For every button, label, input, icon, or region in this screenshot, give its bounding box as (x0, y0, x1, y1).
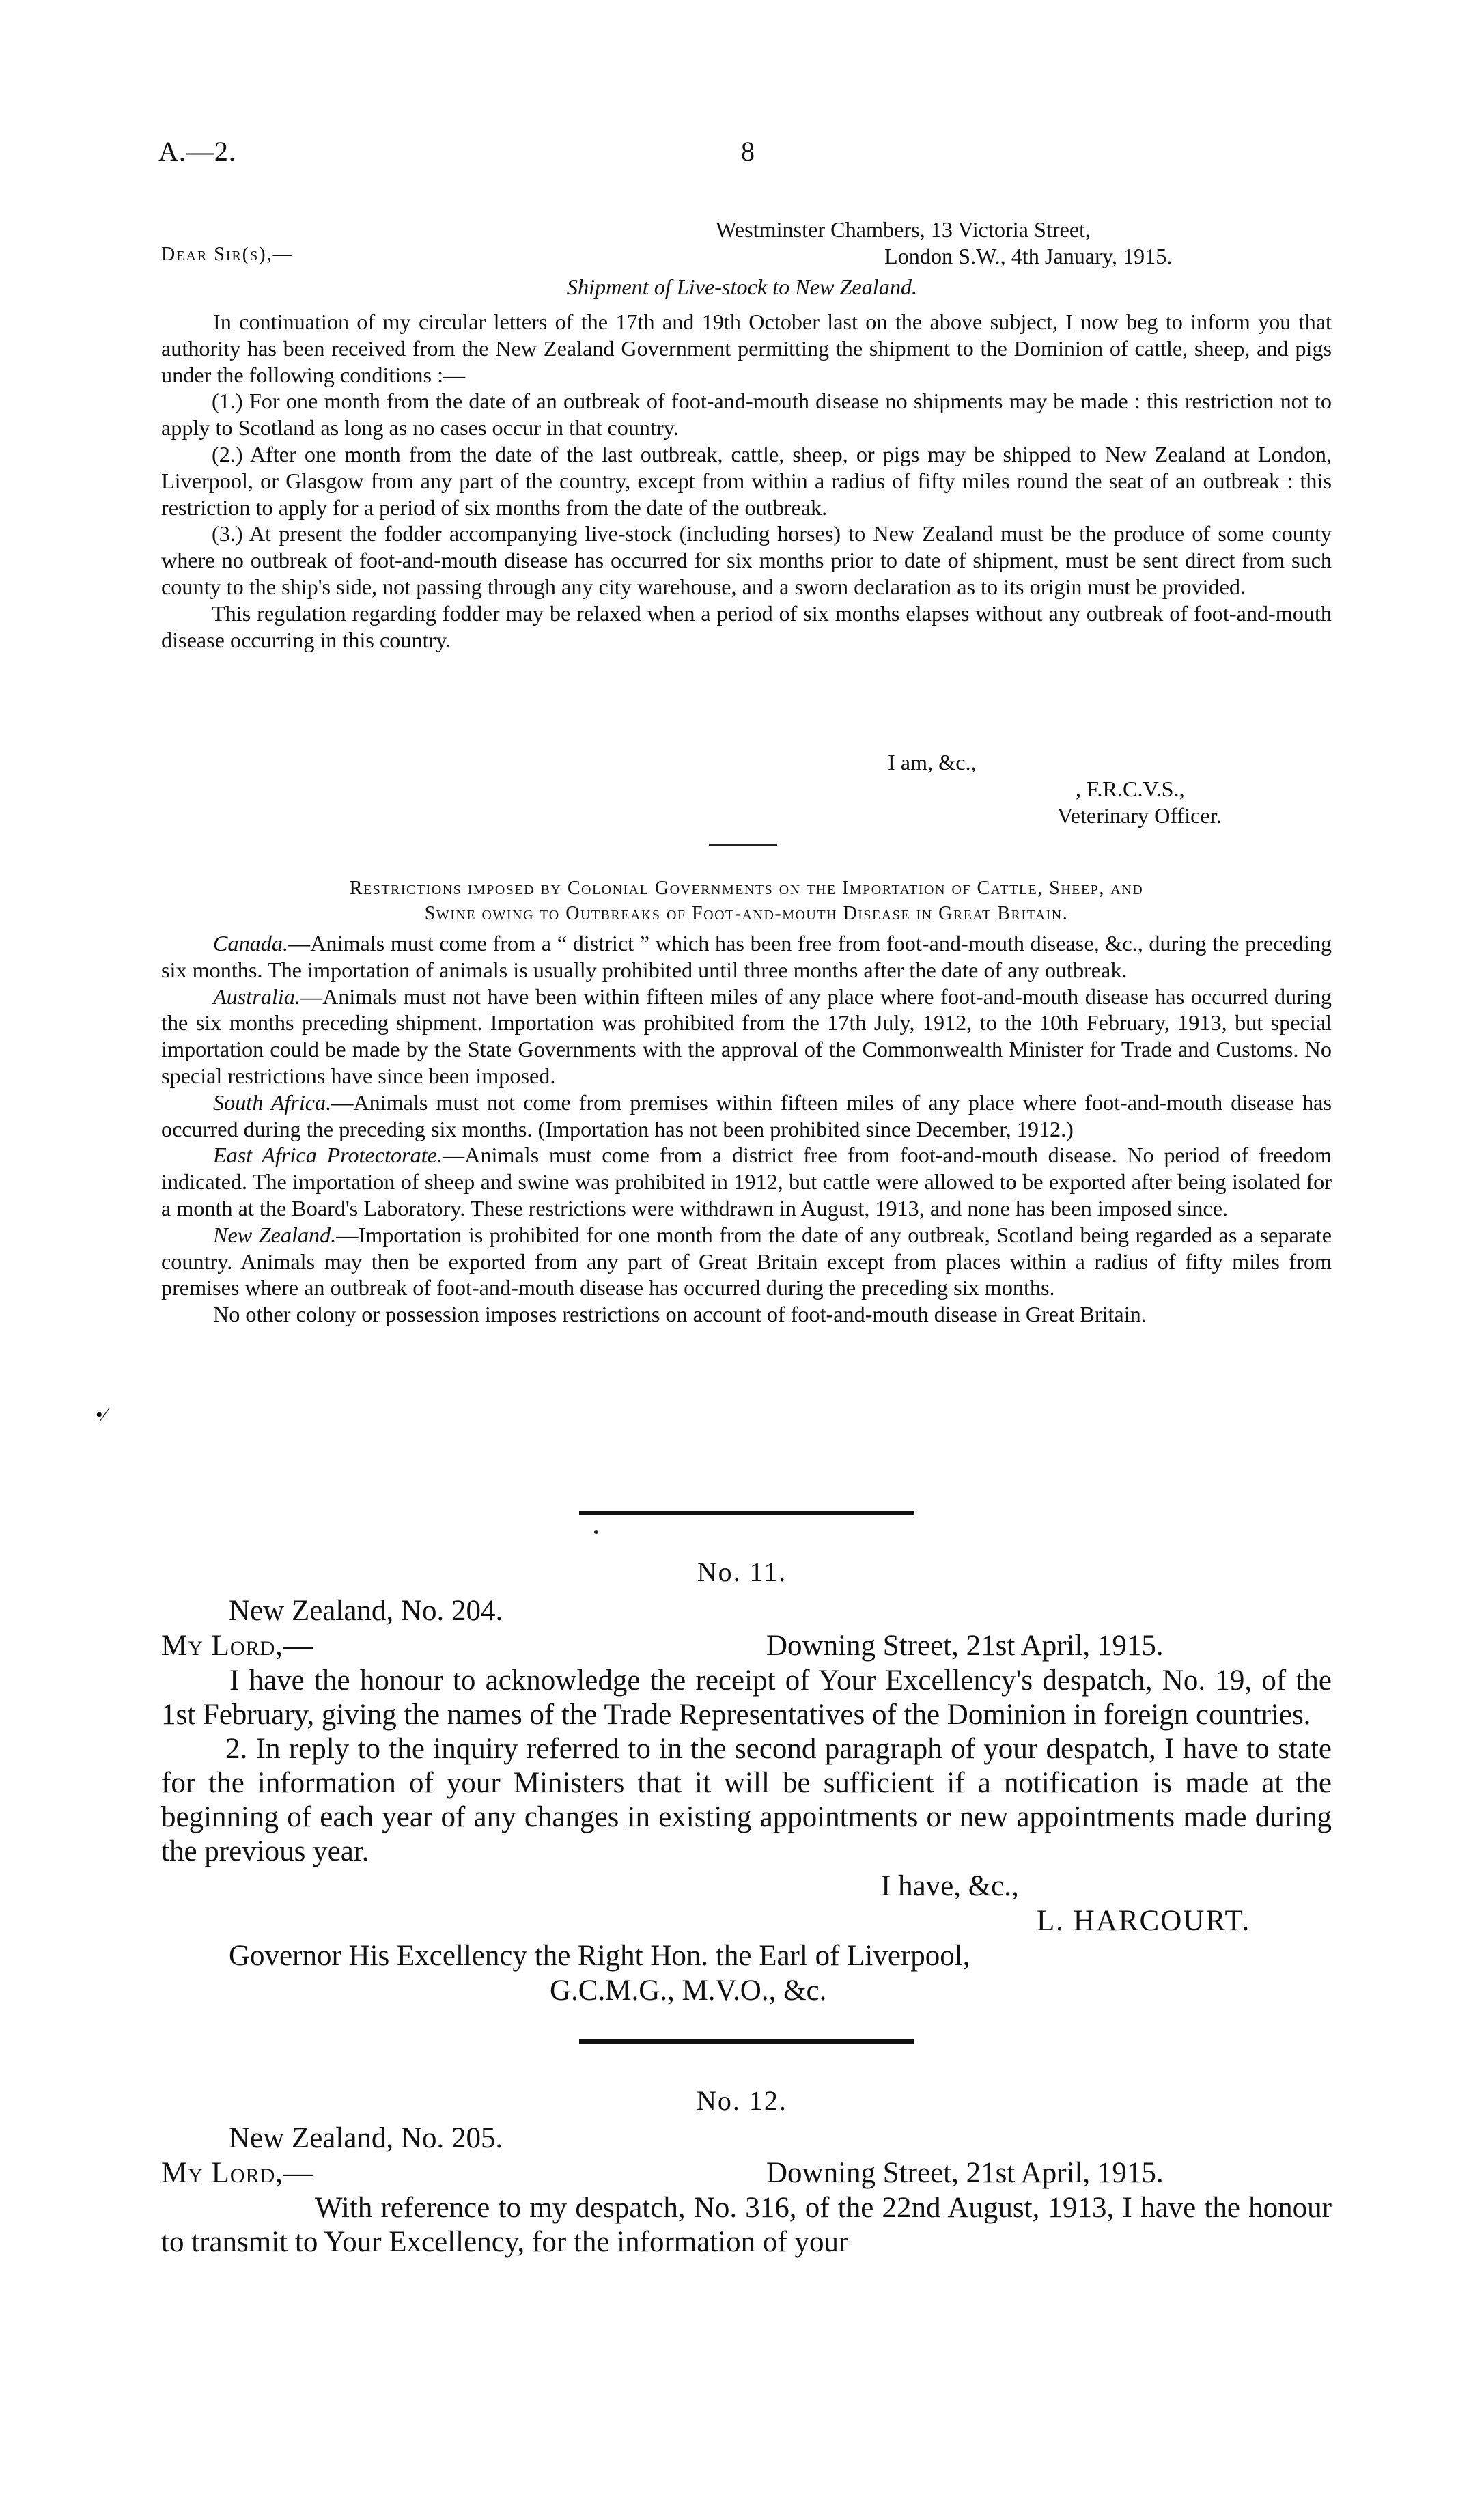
despatch-11-para2: 2. In reply to the inquiry referred to in the second paragraph of your despatch, I have to state for the information of your Ministers that it will be sufficient if a notification is made at the beginning of each year of any changes in existing appointments or new appointments made during the previous year. (161, 1733, 1332, 1867)
restriction-country: New Zealand. (213, 1222, 337, 1247)
restriction-text: —Animals must come from a “ district ” which has been free from foot-and-mouth disease, &c., during the preceding six months. The importation of animals is usually prohibited until three months after the date of any outbreak. (161, 931, 1332, 982)
margin-mark: •⁄ (96, 1404, 107, 1426)
letter-title: Shipment of Live-stock to New Zealand. (566, 275, 918, 299)
page-number: 8 (741, 136, 755, 167)
despatch-11-body (161, 1664, 1332, 1869)
letter-closing: I am, &c., (888, 750, 977, 775)
letter-condition-3: (3.) At present the fodder accompanying live-stock (including horses) to New Zealand must be the produce of some county where no outbreak of foot-and-mouth disease has occurred for six months prior to date of shipment, must be sent direct from such county to the ship's side, not passing through any city warehouse, and a sworn declaration as to its origin must be provided. (161, 521, 1332, 599)
section-divider (709, 844, 777, 846)
restriction-item (161, 1142, 1332, 1221)
restriction-country: Canada. (213, 931, 288, 956)
restriction-text: —Animals must come from a district free from foot-and-mouth disease. No period of freedom indicated. The importation of sheep and swine was prohibited in 1912, but cattle were allowed to be exported after being isolated for a month at the Board's Laboratory. These restrictions were withdrawn in August, 1913, and none has been imposed since. (161, 1143, 1332, 1221)
restriction-text: —Animals must not have been within fifteen miles of any place where foot-and-mouth disease has occurred during the six months preceding shipment. Importation was prohibited from the 17th July, 1912, to the 10th February, 1913, but special importation could be made by the State Governments with the approval of the Commonwealth Minister for Trade and Customs. No special restrictions have since been imposed. (161, 984, 1332, 1088)
despatch-11-para1: I have the honour to acknowledge the receipt of Your Excellency's despatch, No. 19, of the 1st February, giving the names of the Trade Representatives of the Dominion in foreign countries. (161, 1665, 1332, 1731)
despatch-12-ref: New Zealand, No. 205. (229, 2122, 503, 2154)
despatch-11-heading: No. 11. (697, 1557, 787, 1587)
restriction-text: —Importation is prohibited for one month from the date of any outbreak, Scotland being regarded as a separate country. Animals may then be exported from any part of Great Britain except from places within a radius of fifty miles from premises where an outbreak of foot-and-mouth disease has occurred during the preceding six months. (161, 1222, 1332, 1300)
letter-condition-1: (1.) For one month from the date of an outbreak of foot-and-mouth disease no shipments may be made : this restriction not to apply to Scotland as long as no cases occur in that country. (161, 389, 1332, 441)
letter-regulation: This regulation regarding fodder may be relaxed when a period of six months elapses without any outbreak of foot-and-mouth disease occurring in this country. (161, 600, 1332, 652)
despatch-12-heading: No. 12. (697, 2085, 787, 2116)
restriction-text: —Animals must not come from premises within fifteen miles of any place where foot-and-mouth disease has occurred during the preceding six months. (Importation has not been prohibited since December, 1912.) (161, 1089, 1332, 1141)
despatch-12-salutation: My Lord,— (161, 2157, 314, 2189)
letter-intro: In continuation of my circular letters of the 17th and 19th October last on the above subject, I now beg to inform you that authority has been received from the New Zealand Government permitting the shipment to the Dominion of cattle, sheep, and pigs under the following conditions :— (161, 309, 1332, 387)
despatch-12-place-date: Downing Street, 21st April, 1915. (766, 2157, 1164, 2189)
letter-condition-2: (2.) After one month from the date of the last outbreak, cattle, sheep, or pigs may be shipped to New Zealand at London, Liverpool, or Glasgow from any part of the country, except from within a radius of fifty miles round the seat of an outbreak : this restriction to apply for a period of six months from the date of the outbreak. (161, 441, 1332, 520)
despatch-11-ref: New Zealand, No. 204. (229, 1595, 503, 1627)
letter-body (161, 309, 1332, 653)
restriction-item (161, 1089, 1332, 1143)
despatch-12-para1: With reference to my despatch, No. 316, of the 22nd August, 1913, I have the honour to transmit to Your Excellency, for the information of your (161, 2192, 1332, 2258)
restriction-country: South Africa. (213, 1089, 332, 1115)
restriction-item (161, 1222, 1332, 1301)
despatch-11-closing: I have, &c., (881, 1870, 1019, 1902)
restrictions-heading-line2: Swine owing to Outbreaks of Foot-and-mouth Disease in Great Britain. (424, 903, 1069, 924)
thick-divider (579, 1511, 914, 1515)
divider-dot (594, 1530, 598, 1534)
letter-address-line1: Westminster Chambers, 13 Victoria Street, (716, 217, 1091, 242)
restrictions-body (161, 930, 1332, 1328)
section-reference: A.—2. (158, 136, 236, 167)
despatch-11-addressee-line2: G.C.M.G., M.V.O., &c. (550, 1975, 827, 2007)
despatch-11-place-date: Downing Street, 21st April, 1915. (766, 1630, 1164, 1662)
restrictions-heading (161, 876, 1332, 926)
restrictions-closing: No other colony or possession imposes restrictions on account of foot-and-mouth disease in Great Britain. (213, 1302, 1147, 1327)
restriction-country: Australia. (213, 984, 300, 1009)
restrictions-heading-line1: Restrictions imposed by Colonial Governments on the Importation of Cattle, Sheep, and (349, 878, 1144, 899)
despatch-12-body (161, 2191, 1332, 2259)
letter-signature: , F.R.C.V.S., (1076, 777, 1185, 801)
letter-salutation: Dear Sir(s),— (161, 244, 294, 265)
thick-divider (579, 2039, 914, 2044)
despatch-11-salutation: My Lord,— (161, 1630, 314, 1662)
despatch-11-addressee-line1: Governor His Excellency the Right Hon. the Earl of Liverpool, (229, 1940, 970, 1972)
restriction-item (161, 984, 1332, 1089)
letter-address-line2: London S.W., 4th January, 1915. (884, 244, 1173, 268)
restriction-item (161, 930, 1332, 984)
restriction-country: East Africa Protectorate. (213, 1143, 443, 1168)
letter-signature-title: Veterinary Officer. (1057, 803, 1222, 828)
despatch-11-signature: L. HARCOURT. (1037, 1905, 1251, 1937)
